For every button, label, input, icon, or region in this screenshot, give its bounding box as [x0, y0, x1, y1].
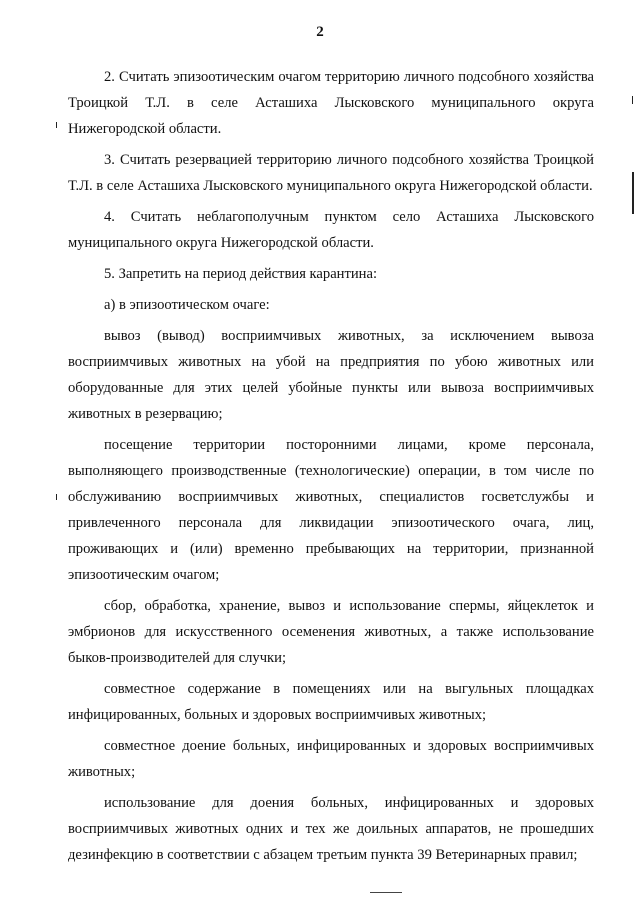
page-number: 2	[316, 24, 324, 40]
scan-mark	[370, 892, 402, 893]
paragraph-item-3: 3. Считать резервацией территорию личного подсобного хозяйства Троицкой Т.Л. в селе Асташиха Лысковского муниципального округа Нижегородской области.	[68, 152, 594, 194]
scan-mark	[632, 96, 633, 104]
scan-mark	[632, 172, 634, 214]
document-body	[68, 64, 594, 873]
paragraph-item-2: 2. Считать эпизоотическим очагом территорию личного подсобного хозяйства Троицкой Т.Л. в селе Асташиха Лысковского муниципального округа Нижегородской области.	[68, 69, 594, 137]
subparagraph-a: а) в эпизоотическом очаге:	[104, 297, 270, 313]
paragraph-joint-keeping: совместное содержание в помещениях или на выгульных площадках инфицированных, больных и здоровых восприимчивых животных;	[68, 681, 594, 723]
paragraph-sperm: сбор, обработка, хранение, вывоз и использование спермы, яйцеклеток и эмбрионов для искусственного осеменения животных, а также использование быков-производителей для случки;	[68, 598, 594, 666]
paragraph-milking-devices: использование для доения больных, инфицированных и здоровых восприимчивых животных одних и тех же доильных аппаратов, не прошедших дезинфекцию в соответствии с абзацем третьим пункта 39 Ветеринарных правил;	[68, 795, 594, 863]
paragraph-item-5: 5. Запретить на период действия карантина:	[104, 266, 378, 282]
paragraph-removal: вывоз (вывод) восприимчивых животных, за исключением вывоза восприимчивых животных на убой на предприятия по убою животных или оборудованные для этих целей убойные пункты или вывоза восприимчивых животных в резервацию;	[68, 328, 594, 422]
paragraph-visits: посещение территории посторонними лицами, кроме персонала, выполняющего производственные (технологические) операции, в том числе по обслуживанию восприимчивых животных, специалистов госветслужбы и привлеченного персонала для ликвидации эпизоотического очага, лиц, проживающих и (или) временно пребывающих на территории, признанной эпизоотическим очагом;	[68, 437, 594, 583]
paragraph-item-4: 4. Считать неблагополучным пунктом село Асташиха Лысковского муниципального округа Нижегородской области.	[68, 209, 594, 251]
scan-mark	[56, 494, 57, 500]
paragraph-joint-milking: совместное доение больных, инфицированных и здоровых восприимчивых животных;	[68, 738, 594, 780]
scan-mark	[56, 122, 57, 128]
